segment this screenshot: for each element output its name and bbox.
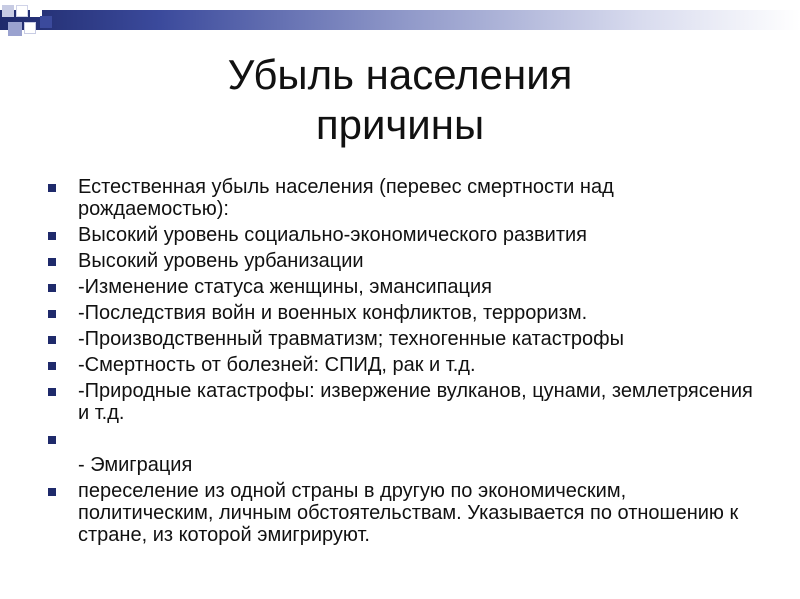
list-item-text: -Изменение статуса женщины, эмансипация [78,276,493,298]
header-gradient-bar [0,10,800,30]
square-bullet-icon [48,232,56,240]
square-bullet-icon [48,488,56,496]
list-item-text: - Эмиграция [78,454,193,476]
square-bullet-icon [48,284,56,292]
slide-title [0,50,800,150]
list-item-text: -Природные катастрофы: извержение вулканов, цунами, землетрясения и т.д. [78,380,753,424]
square-bullet-icon [48,310,56,318]
decorative-square [40,16,52,28]
list-item [45,480,765,546]
list-item [45,224,765,246]
list-item-text: Высокий уровень социально-экономического развития [78,224,588,246]
list-item [45,250,765,272]
decorative-square [24,22,36,34]
title-line-2: причины [315,101,485,148]
list-item-text: Высокий уровень урбанизации [78,250,364,272]
decorative-square [16,5,28,17]
list-item [45,276,765,298]
square-bullet-icon [48,388,56,396]
list-item-text: Естественная убыль населения (перевес смертности над рождаемостью): [78,176,614,220]
bullet-list [45,176,765,550]
list-item-text: -Производственный травматизм; техногенные катастрофы [78,328,624,350]
decorative-square [2,5,14,17]
list-item [45,328,765,350]
list-item-text: переселение из одной страны в другую по экономическим, политическим, личным обстоятельствам. Указывается по отношению к стране, из которой эмигрируют. [78,480,739,546]
list-item [45,354,765,376]
list-item [45,176,765,220]
title-line-1: Убыль населения [227,51,573,98]
list-item-text: -Смертность от болезней: СПИД, рак и т.д. [78,354,476,376]
list-item-text: -Последствия войн и военных конфликтов, терроризм. [78,302,588,324]
list-item [45,454,765,476]
list-item [45,380,765,424]
decorative-square [8,22,22,36]
square-bullet-icon [48,184,56,192]
square-bullet-icon [48,336,56,344]
square-bullet-icon [48,258,56,266]
list-item [45,302,765,324]
square-bullet-icon [48,436,56,444]
list-item-empty [45,428,765,450]
square-bullet-icon [48,362,56,370]
